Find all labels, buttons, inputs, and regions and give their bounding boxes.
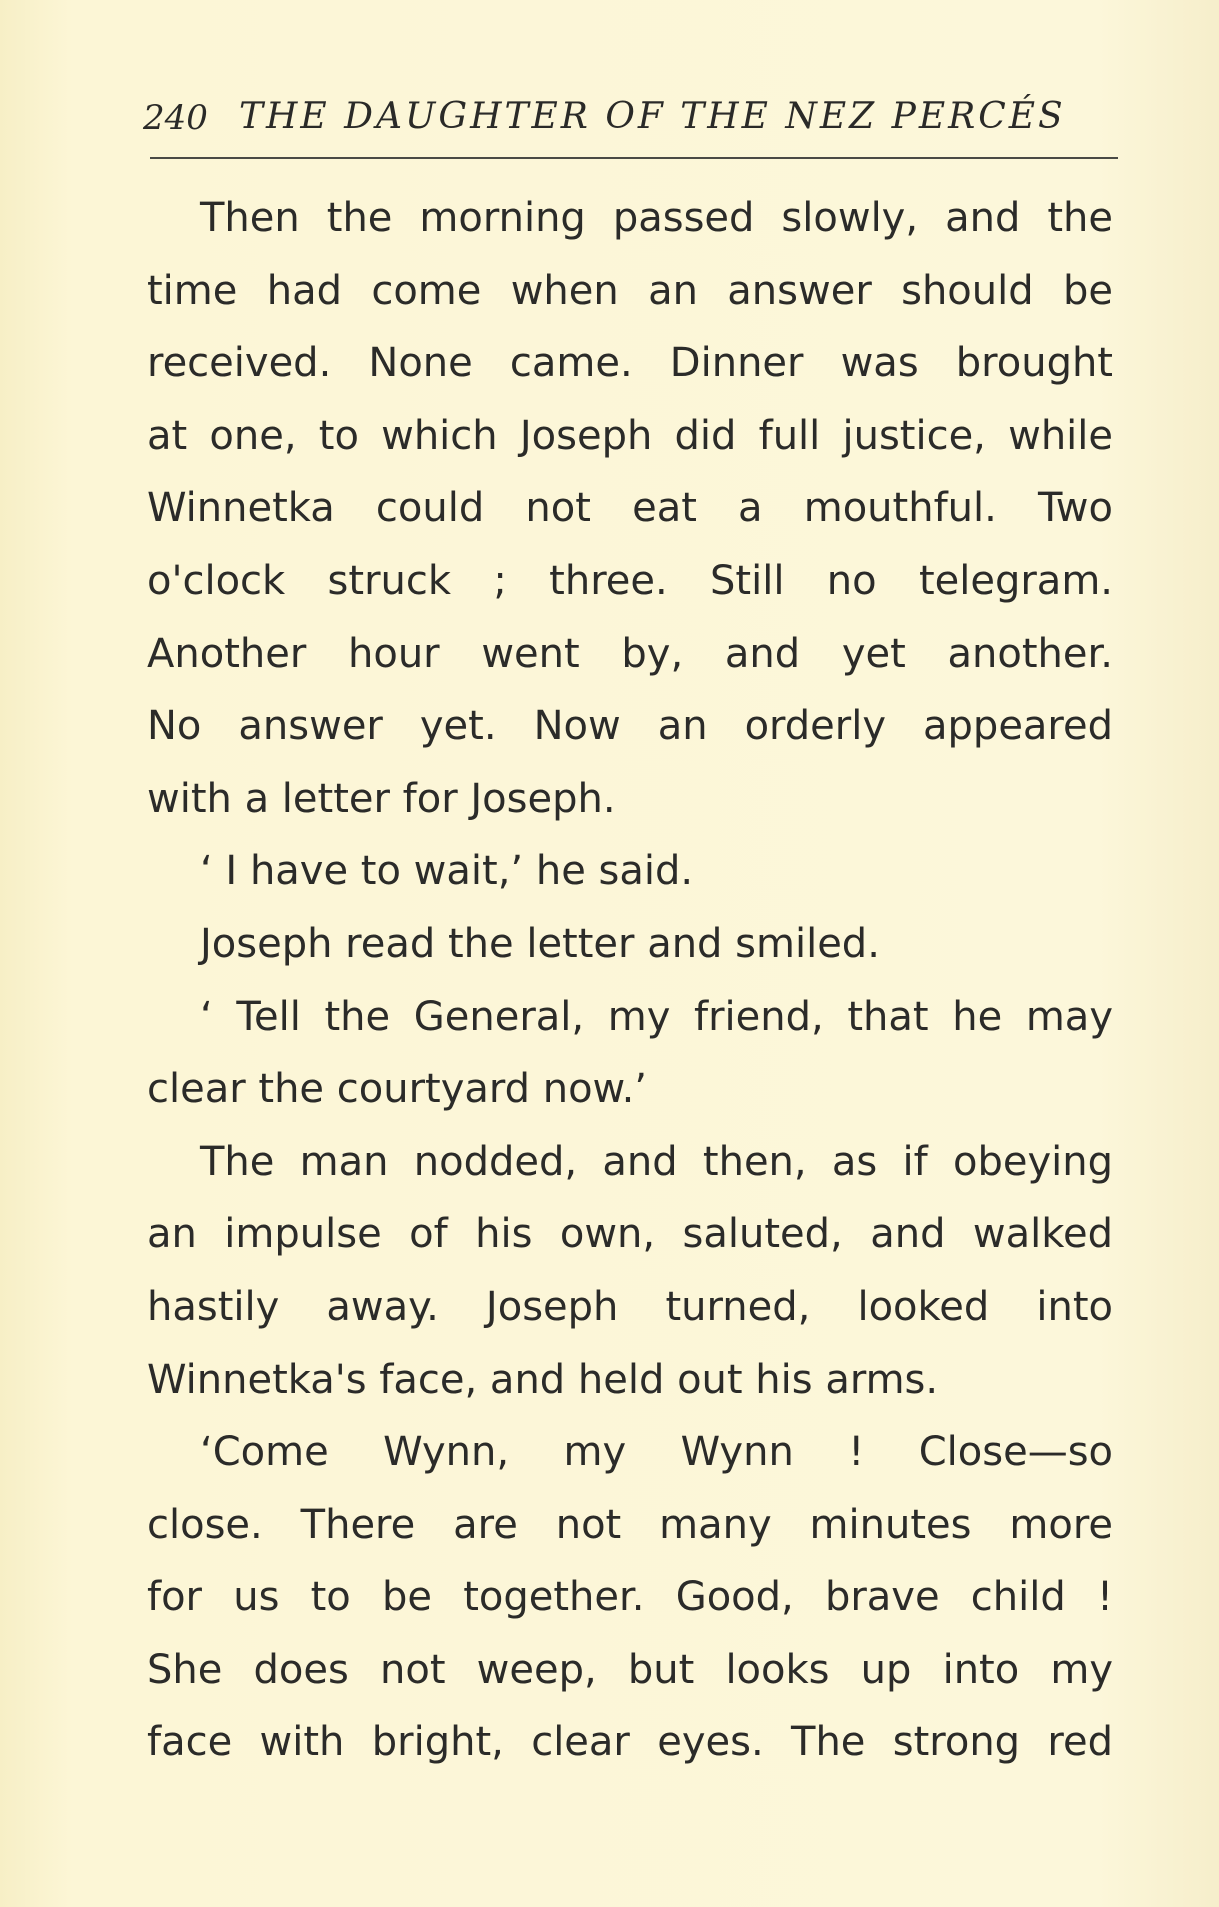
text-line: clear the courtyard now.’ [147,1066,648,1113]
text-line: face with bright, clear eyes. The strong red [147,1719,1113,1766]
text-line: with a letter for Joseph. [147,775,616,822]
text-line: close. There are not many minutes more [147,1501,1113,1548]
text-line: She does not weep, but looks up into my [147,1646,1113,1693]
text-line: No answer yet. Now an orderly appeared [147,703,1113,750]
text-line: time had come when an answer should be [147,267,1113,314]
text-line: hastily away. Joseph turned, looked into [147,1283,1113,1330]
header-rule [150,157,1118,159]
text-line: at one, to which Joseph did full justice, while [147,412,1113,459]
text-line: for us to be together. Good, brave child ! [147,1574,1113,1621]
text-line: Joseph read the letter and smiled. [200,920,880,967]
text-line: Another hour went by, and yet another. [147,630,1113,677]
text-line: ‘Come Wynn, my Wynn ! Close—so [200,1429,1113,1476]
text-line: ‘ Tell the General, my friend, that he may [200,993,1113,1040]
running-title: THE DAUGHTER OF THE NEZ PERCÉS [239,96,1066,137]
text-line: an impulse of his own, saluted, and walked [147,1211,1113,1258]
page-header [143,92,1123,152]
page-number: 240 [143,98,208,138]
text-line: Then the morning passed slowly, and the [200,195,1113,241]
text-line: o'clock struck ; three. Still no telegram. [147,557,1113,604]
text-line: Winnetka could not eat a mouthful. Two [147,485,1113,532]
text-line: The man nodded, and then, as if obeying [200,1138,1113,1185]
text-line: received. None came. Dinner was brought [147,340,1113,387]
body-text [147,182,1113,1779]
text-line: ‘ I have to wait,’ he said. [200,848,694,895]
text-line: Winnetka's face, and held out his arms. [147,1356,939,1403]
